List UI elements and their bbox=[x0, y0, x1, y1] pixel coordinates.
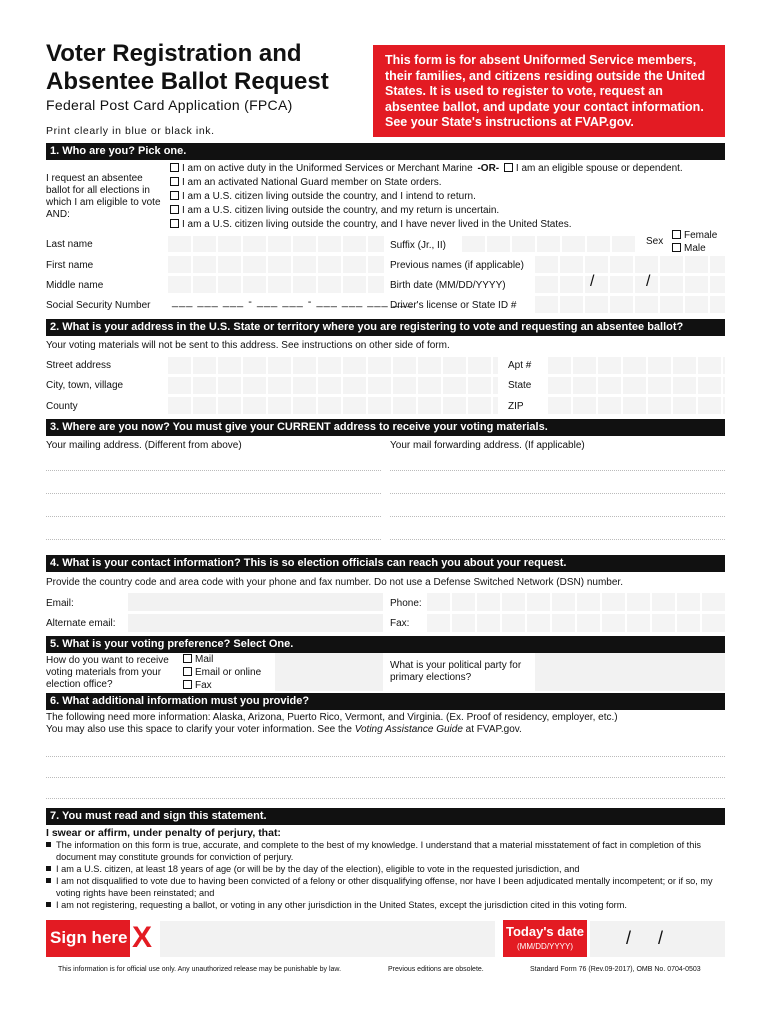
mailing-address-field[interactable] bbox=[46, 452, 381, 548]
birth-date-label: Birth date (MM/DD/YYYY) bbox=[390, 280, 506, 291]
checkbox-mail[interactable] bbox=[183, 654, 192, 663]
bullet-icon bbox=[46, 842, 51, 847]
option-return-uncertain: I am a U.S. citizen living outside the country, and my return is uncertain. bbox=[182, 205, 500, 216]
print-note: Print clearly in blue or black ink. bbox=[46, 125, 215, 137]
checkbox-active-duty[interactable] bbox=[170, 163, 179, 172]
bullet-icon bbox=[46, 866, 51, 871]
section-1-heading: 1. Who are you? Pick one. bbox=[46, 143, 725, 160]
checkbox-email-online[interactable] bbox=[183, 667, 192, 676]
footer-official-use: This information is for official use only. Any unauthorized release may be punishable by law. bbox=[58, 966, 342, 973]
sign-here-label: Sign here bbox=[46, 920, 130, 957]
apt-label: Apt # bbox=[508, 360, 532, 371]
today-slash-1: / bbox=[626, 928, 632, 948]
previous-names-field[interactable] bbox=[535, 256, 725, 273]
form-title: Voter Registration and Absentee Ballot Request bbox=[46, 40, 329, 95]
or-label: -OR- bbox=[477, 163, 500, 174]
option-mail: Mail bbox=[195, 654, 214, 665]
ssn-label: Social Security Number bbox=[46, 300, 151, 311]
voting-preference-fill bbox=[275, 653, 383, 691]
section-1-intro: I request an absentee ballot for all elections in which I am eligible to vote AND: bbox=[46, 173, 161, 220]
statement-list bbox=[46, 839, 725, 911]
checkbox-never-lived[interactable] bbox=[170, 219, 179, 228]
section-6-line-2 bbox=[46, 724, 522, 736]
suffix-label: Suffix (Jr., II) bbox=[390, 240, 446, 251]
statement-3: I am not disqualified to vote due to having been convicted of a felony or other disqualifying offense, nor have I been adjudicated mentally incompetent; or if so, my voting rights have been reinstated; and bbox=[56, 876, 713, 898]
email-field[interactable] bbox=[128, 593, 383, 611]
notice-box: This form is for absent Uniformed Service members, their families, and citizens residing outside the United States. It is used to register to vote, request an absentee ballot, and update your contact information. See your State's instructions at FVAP.gov. bbox=[373, 45, 725, 137]
checkbox-spouse[interactable] bbox=[504, 163, 513, 172]
option-fax: Fax bbox=[195, 680, 212, 691]
option-never-lived: I am a U.S. citizen living outside the country, and I have never lived in the United States. bbox=[182, 219, 572, 230]
last-name-field[interactable] bbox=[168, 236, 384, 252]
today-slash-2: / bbox=[658, 928, 664, 948]
section-6-heading: 6. What additional information must you provide? bbox=[46, 693, 725, 710]
alt-email-label: Alternate email: bbox=[46, 618, 116, 629]
date-slash-1: / bbox=[590, 273, 595, 290]
section-1-option-list bbox=[170, 163, 730, 233]
party-field[interactable] bbox=[535, 653, 725, 691]
checkbox-national-guard[interactable] bbox=[170, 177, 179, 186]
checkbox-male[interactable] bbox=[672, 243, 681, 252]
email-label: Email: bbox=[46, 598, 74, 609]
street-field[interactable] bbox=[168, 357, 498, 374]
voting-preference-question: How do you want to receive voting materials from your election office? bbox=[46, 655, 169, 690]
section-6-line-2-post: at FVAP.gov. bbox=[462, 724, 522, 735]
first-name-label: First name bbox=[46, 260, 94, 271]
fax-label: Fax: bbox=[390, 618, 410, 629]
option-email-online: Email or online bbox=[195, 667, 262, 678]
license-label: Driver's license or State ID # bbox=[390, 300, 517, 311]
license-field[interactable] bbox=[535, 296, 725, 313]
city-field[interactable] bbox=[168, 377, 498, 394]
section-6-line-1: The following need more information: Alaska, Arizona, Puerto Rico, Vermont, and Virginia. (Ex. Proof of residency, employer, etc.) bbox=[46, 712, 618, 723]
swear-statement: I swear or affirm, under penalty of perjury, that: bbox=[46, 827, 281, 839]
state-field[interactable] bbox=[548, 377, 725, 394]
signature-x-mark: X bbox=[132, 921, 153, 954]
phone-label: Phone: bbox=[390, 598, 422, 609]
statement-2: I am a U.S. citizen, at least 18 years of age (or will be by the day of the election), eligible to vote in the requested jurisdiction, and bbox=[56, 864, 580, 874]
option-intend-return: I am a U.S. citizen living outside the country, and I intend to return. bbox=[182, 191, 476, 202]
female-label: Female bbox=[684, 230, 718, 241]
last-name-label: Last name bbox=[46, 239, 93, 250]
statement-4: I am not registering, requesting a ballot, or voting in any other jurisdiction in the United States, except the jurisdiction cited in this voting form. bbox=[56, 900, 627, 910]
alt-email-field[interactable] bbox=[128, 614, 383, 632]
checkbox-return-uncertain[interactable] bbox=[170, 205, 179, 214]
option-national-guard: I am an activated National Guard member on State orders. bbox=[182, 177, 442, 188]
middle-name-field[interactable] bbox=[168, 276, 384, 293]
footer-form-id: Standard Form 76 (Rev.09-2017), OMB No. 0704-0503 bbox=[530, 966, 701, 973]
section-4-heading: 4. What is your contact information? This is so election officials can reach you about your request. bbox=[46, 555, 725, 572]
statement-1: The information on this form is true, accurate, and complete to the best of my knowledge. I understand that a material misstatement of fact in completion of this document may constitute grounds for conviction of perjury. bbox=[56, 840, 701, 862]
state-label: State bbox=[508, 380, 532, 391]
form-subtitle: Federal Post Card Application (FPCA) bbox=[46, 97, 293, 113]
voting-assistance-guide: Voting Assistance Guide bbox=[354, 724, 463, 735]
todays-date-label bbox=[503, 920, 587, 957]
forwarding-address-field[interactable] bbox=[390, 452, 725, 548]
suffix-field[interactable] bbox=[462, 236, 637, 252]
section-6-line-2-pre: You may also use this space to clarify your voter information. See the bbox=[46, 724, 355, 735]
male-label: Male bbox=[684, 243, 706, 254]
section-2-note: Your voting materials will not be sent to this address. See instructions on other side of form. bbox=[46, 340, 450, 351]
zip-field[interactable] bbox=[548, 397, 725, 414]
option-spouse: I am an eligible spouse or dependent. bbox=[515, 163, 683, 174]
section-7-heading: 7. You must read and sign this statement. bbox=[46, 808, 725, 825]
section-5-heading: 5. What is your voting preference? Select One. bbox=[46, 636, 725, 653]
option-active-duty: I am on active duty in the Uniformed Services or Merchant Marine bbox=[182, 163, 473, 174]
section-4-note: Provide the country code and area code with your phone and fax number. Do not use a Defense Switched Network (DSN) number. bbox=[46, 577, 623, 588]
phone-field[interactable] bbox=[427, 593, 725, 611]
fax-field[interactable] bbox=[427, 614, 725, 632]
middle-name-label: Middle name bbox=[46, 280, 104, 291]
county-field[interactable] bbox=[168, 397, 498, 414]
additional-info-field[interactable] bbox=[46, 738, 725, 800]
previous-names-label: Previous names (if applicable) bbox=[390, 260, 524, 271]
section-3-heading: 3. Where are you now? You must give your CURRENT address to receive your voting materials. bbox=[46, 419, 725, 436]
zip-label: ZIP bbox=[508, 401, 524, 412]
mailing-address-label: Your mailing address. (Different from above) bbox=[46, 440, 242, 451]
ssn-field[interactable]: ___ ___ ___ - ___ ___ - ___ ___ ___ ___ bbox=[172, 296, 415, 308]
bullet-icon bbox=[46, 878, 51, 883]
city-label: City, town, village bbox=[46, 380, 124, 391]
bullet-icon bbox=[46, 902, 51, 907]
apt-field[interactable] bbox=[548, 357, 725, 374]
county-label: County bbox=[46, 401, 78, 412]
signature-field[interactable] bbox=[160, 921, 495, 957]
sex-label: Sex bbox=[646, 236, 664, 247]
todays-date-text: Today's date bbox=[506, 924, 584, 939]
birth-date-field[interactable] bbox=[535, 276, 725, 293]
date-slash-2: / bbox=[646, 273, 651, 290]
checkbox-female[interactable] bbox=[672, 230, 681, 239]
footer-previous-editions: Previous editions are obsolete. bbox=[388, 966, 484, 973]
checkbox-intend-return[interactable] bbox=[170, 191, 179, 200]
todays-date-format: (MM/DD/YYYY) bbox=[517, 942, 573, 951]
checkbox-fax[interactable] bbox=[183, 680, 192, 689]
party-label: What is your political party for primary elections? bbox=[390, 660, 522, 683]
street-label: Street address bbox=[46, 360, 112, 371]
first-name-field[interactable] bbox=[168, 256, 384, 273]
forwarding-address-label: Your mail forwarding address. (If applicable) bbox=[390, 440, 585, 451]
section-2-heading: 2. What is your address in the U.S. State or territory where you are registering to vote and requesting an absentee ballot? bbox=[46, 319, 725, 336]
